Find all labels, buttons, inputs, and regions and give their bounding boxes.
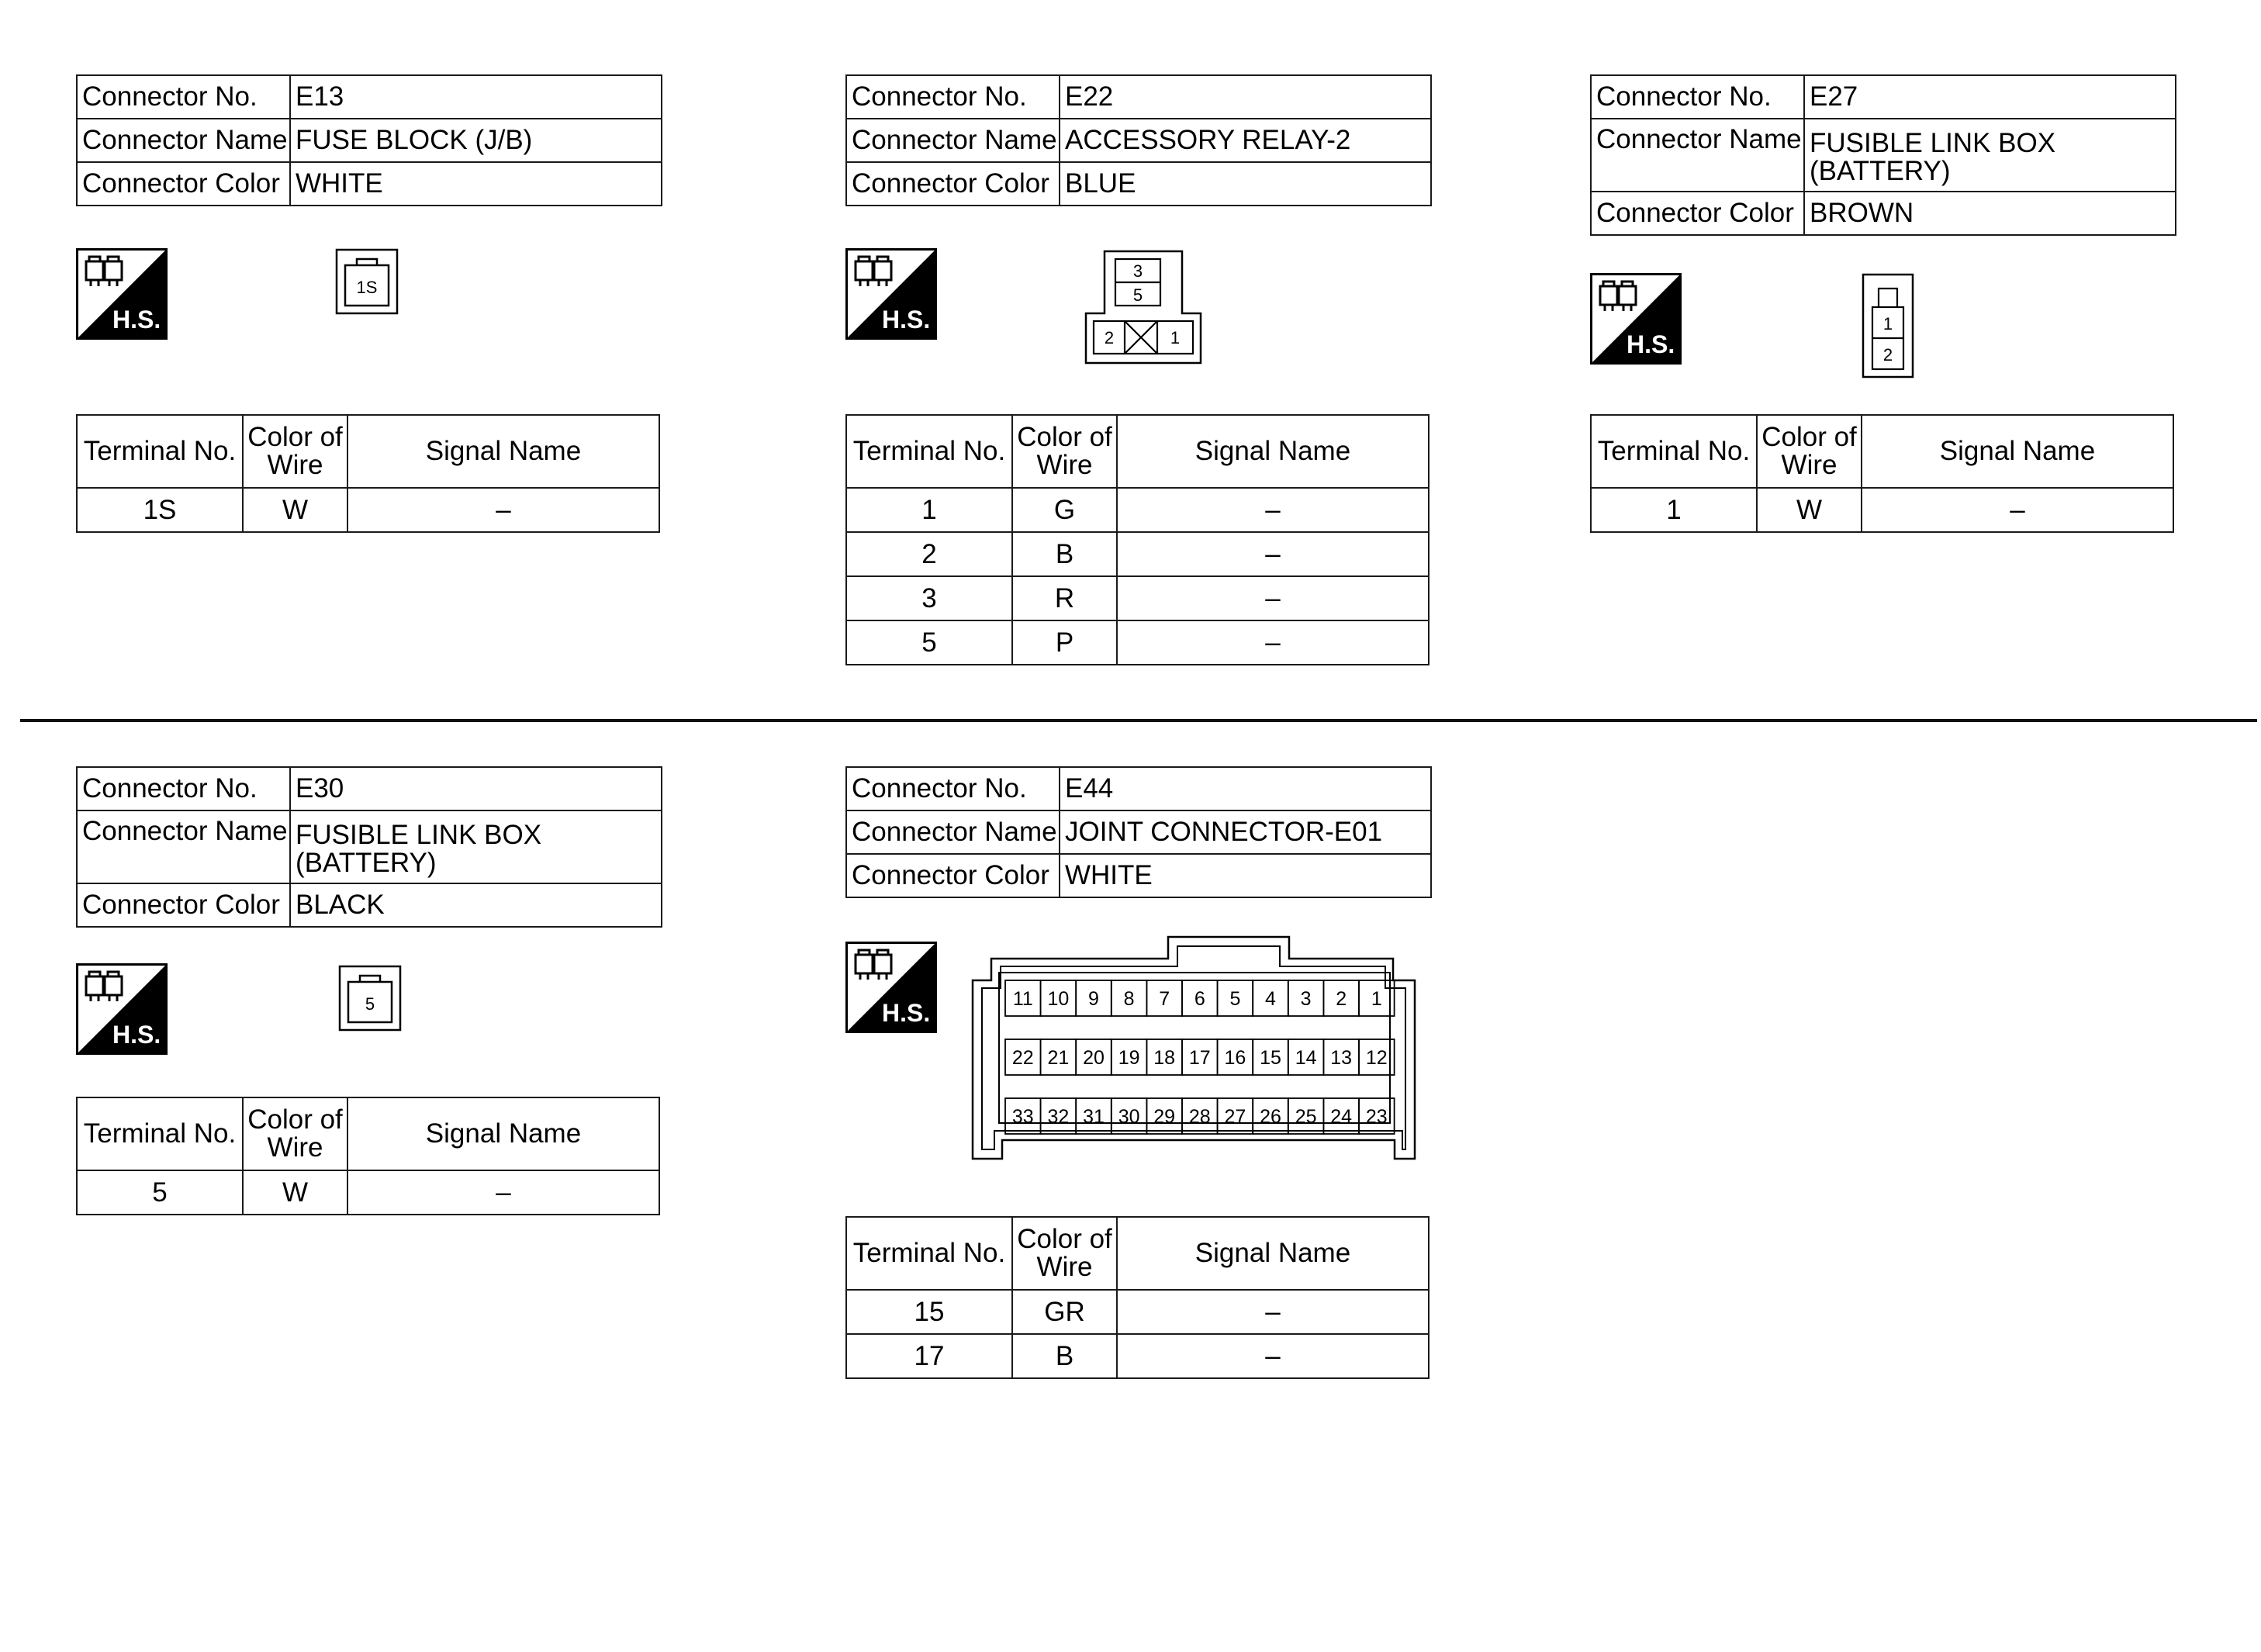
pin-label: 7 [1159,988,1170,1010]
connector-face-diagram [338,965,403,1039]
pin-label: 14 [1295,1047,1317,1069]
signal-name-cell: – [1117,488,1429,532]
signal-name-cell: – [1117,1290,1429,1334]
terminal-no-cell: 5 [846,620,1012,665]
harness-side-icon [845,942,937,1033]
terminal-label: 2 [1882,345,1893,365]
connector-color-label: Connector Color [846,854,1060,897]
pin-label: 20 [1083,1047,1105,1069]
terminal-no-cell: 3 [846,576,1012,620]
connector-face-diagram [1862,273,1916,384]
connector-name-value: FUSIBLE LINK BOX (BATTERY) [1804,119,2176,192]
hs-label: H.S. [882,306,931,334]
signal-name-cell: – [1117,532,1429,576]
connector-name-label: Connector Name [1591,119,1804,192]
terminal-label: 1S [356,278,378,297]
table-row [77,488,659,532]
pin-label: 3 [1300,988,1312,1010]
terminal-no-header: Terminal No. [77,415,243,488]
connector-no-value: E13 [290,75,662,119]
terminal-no-cell: 1S [77,488,243,532]
connector-color-value: BLUE [1060,162,1431,206]
connector-no-label: Connector No. [846,75,1060,119]
pin-label: 11 [1012,988,1033,1010]
table-row [846,1290,1429,1334]
wire-color-cell: B [1012,532,1117,576]
connector-color-label: Connector Color [77,883,290,927]
connector-pictogram-icon [856,950,891,980]
pin-label: 25 [1295,1106,1317,1128]
table-row [77,1170,659,1215]
signal-name-cell: – [1862,488,2173,532]
table-row [846,1334,1429,1378]
connector-name-label: Connector Name [846,810,1060,854]
wire-color-cell: R [1012,576,1117,620]
connector-no-value: E44 [1060,767,1431,810]
connector-no-label: Connector No. [846,767,1060,810]
terminal-no-cell: 15 [846,1290,1012,1334]
terminal-label: 5 [1132,285,1143,305]
connector-name-value: ACCESSORY RELAY-2 [1060,119,1431,162]
terminal-table [76,414,660,533]
connector-color-value: BLACK [290,883,662,927]
signal-name-header: Signal Name [1862,415,2173,488]
pin-label: 30 [1118,1106,1140,1128]
pin-label: 15 [1260,1047,1281,1069]
connector-pictogram-icon [86,972,122,1001]
terminal-no-header: Terminal No. [77,1097,243,1170]
table-row [846,488,1429,532]
pin-label: 32 [1047,1106,1070,1128]
color-of-wire-header: Color of Wire [1012,415,1117,488]
connector-name-label: Connector Name [77,810,290,883]
hs-label: H.S. [112,1021,161,1049]
signal-name-cell: – [1117,620,1429,665]
table-row [1591,488,2173,532]
connector-info-table [76,74,662,206]
pin-label: 29 [1153,1106,1176,1128]
connector-name-value: JOINT CONNECTOR-E01 [1060,810,1431,854]
color-of-wire-header: Color of Wire [243,415,347,488]
terminal-table [845,414,1430,665]
connector-color-label: Connector Color [1591,192,1804,235]
pin-label: 22 [1011,1047,1034,1069]
harness-side-icon [76,248,168,340]
pin-label: 23 [1365,1106,1388,1128]
pin-label: 28 [1188,1106,1211,1128]
pin-label: 12 [1365,1047,1388,1069]
pin-label: 10 [1047,988,1070,1010]
wire-color-cell: W [1757,488,1862,532]
terminal-no-cell: 2 [846,532,1012,576]
hs-label: H.S. [882,999,931,1027]
color-of-wire-header: Color of Wire [243,1097,347,1170]
table-row [846,532,1429,576]
connector-color-value: WHITE [290,162,662,206]
wire-color-cell: P [1012,620,1117,665]
pin-label: 18 [1153,1047,1176,1069]
signal-name-header: Signal Name [347,1097,659,1170]
connector-color-label: Connector Color [846,162,1060,206]
pin-label: 4 [1265,988,1276,1010]
terminal-no-cell: 1 [846,488,1012,532]
connector-color-value: BROWN [1804,192,2176,235]
pin-label: 21 [1047,1047,1070,1069]
pin-label: 19 [1118,1047,1140,1069]
connector-no-label: Connector No. [77,75,290,119]
connector-pictogram-icon [86,257,122,286]
wire-color-cell: W [243,488,347,532]
signal-name-header: Signal Name [1117,415,1429,488]
wire-color-cell: B [1012,1334,1117,1378]
hs-label: H.S. [1627,330,1675,358]
terminal-no-cell: 17 [846,1334,1012,1378]
pin-label: 6 [1194,988,1205,1010]
pin-label: 26 [1260,1106,1281,1128]
terminal-no-cell: 1 [1591,488,1757,532]
signal-name-header: Signal Name [1117,1217,1429,1290]
terminal-label: 3 [1132,261,1143,281]
pin-label: 33 [1011,1106,1034,1128]
pin-label: 5 [1229,988,1241,1010]
table-row [846,576,1429,620]
hs-label: H.S. [112,306,161,334]
connector-name-label: Connector Name [77,119,290,162]
terminal-no-cell: 5 [77,1170,243,1215]
section-divider [20,719,2257,722]
connector-face-diagram [335,248,400,322]
pin-label: 13 [1330,1047,1353,1069]
color-of-wire-header: Color of Wire [1012,1217,1117,1290]
pin-label: 17 [1188,1047,1211,1069]
table-row [846,620,1429,665]
harness-side-icon [1590,273,1682,365]
connector-info-table [845,766,1432,898]
connector-no-label: Connector No. [77,767,290,810]
pin-label: 2 [1336,988,1347,1010]
connector-face-diagram [1084,250,1202,370]
signal-name-header: Signal Name [347,415,659,488]
connector-name-value: FUSE BLOCK (J/B) [290,119,662,162]
harness-side-icon [845,248,937,340]
wire-color-cell: W [243,1170,347,1215]
pin-label: 16 [1224,1047,1246,1069]
pin-label: 1 [1371,988,1382,1010]
connector-info-table [845,74,1432,206]
connector-color-value: WHITE [1060,854,1431,897]
signal-name-cell: – [1117,1334,1429,1378]
pin-label: 24 [1330,1106,1353,1128]
connector-pictogram-icon [856,257,891,286]
pin-label: 9 [1088,988,1099,1010]
terminal-table [1590,414,2174,533]
connector-no-value: E30 [290,767,662,810]
pin-label: 31 [1083,1106,1105,1128]
connector-face-diagram-33pin [968,935,1418,1166]
terminal-label: 5 [365,994,375,1014]
connector-name-label: Connector Name [846,119,1060,162]
connector-pictogram-icon [1600,282,1636,311]
color-of-wire-header: Color of Wire [1757,415,1862,488]
terminal-table [845,1216,1430,1379]
connector-name-value: FUSIBLE LINK BOX (BATTERY) [290,810,662,883]
wire-color-cell: G [1012,488,1117,532]
pin-label: 8 [1123,988,1135,1010]
connector-no-value: E27 [1804,75,2176,119]
connector-no-label: Connector No. [1591,75,1804,119]
terminal-label: 2 [1104,328,1115,347]
connector-color-label: Connector Color [77,162,290,206]
connector-info-table [1590,74,2176,236]
terminal-no-header: Terminal No. [846,415,1012,488]
terminal-table [76,1097,660,1215]
connector-no-value: E22 [1060,75,1431,119]
terminal-no-header: Terminal No. [846,1217,1012,1290]
wire-color-cell: GR [1012,1290,1117,1334]
pin-label: 27 [1224,1106,1246,1128]
signal-name-cell: – [1117,576,1429,620]
terminal-label: 1 [1882,314,1893,334]
signal-name-cell: – [347,1170,659,1215]
terminal-no-header: Terminal No. [1591,415,1757,488]
harness-side-icon [76,963,168,1055]
signal-name-cell: – [347,488,659,532]
connector-info-table [76,766,662,928]
terminal-label: 1 [1170,328,1181,347]
